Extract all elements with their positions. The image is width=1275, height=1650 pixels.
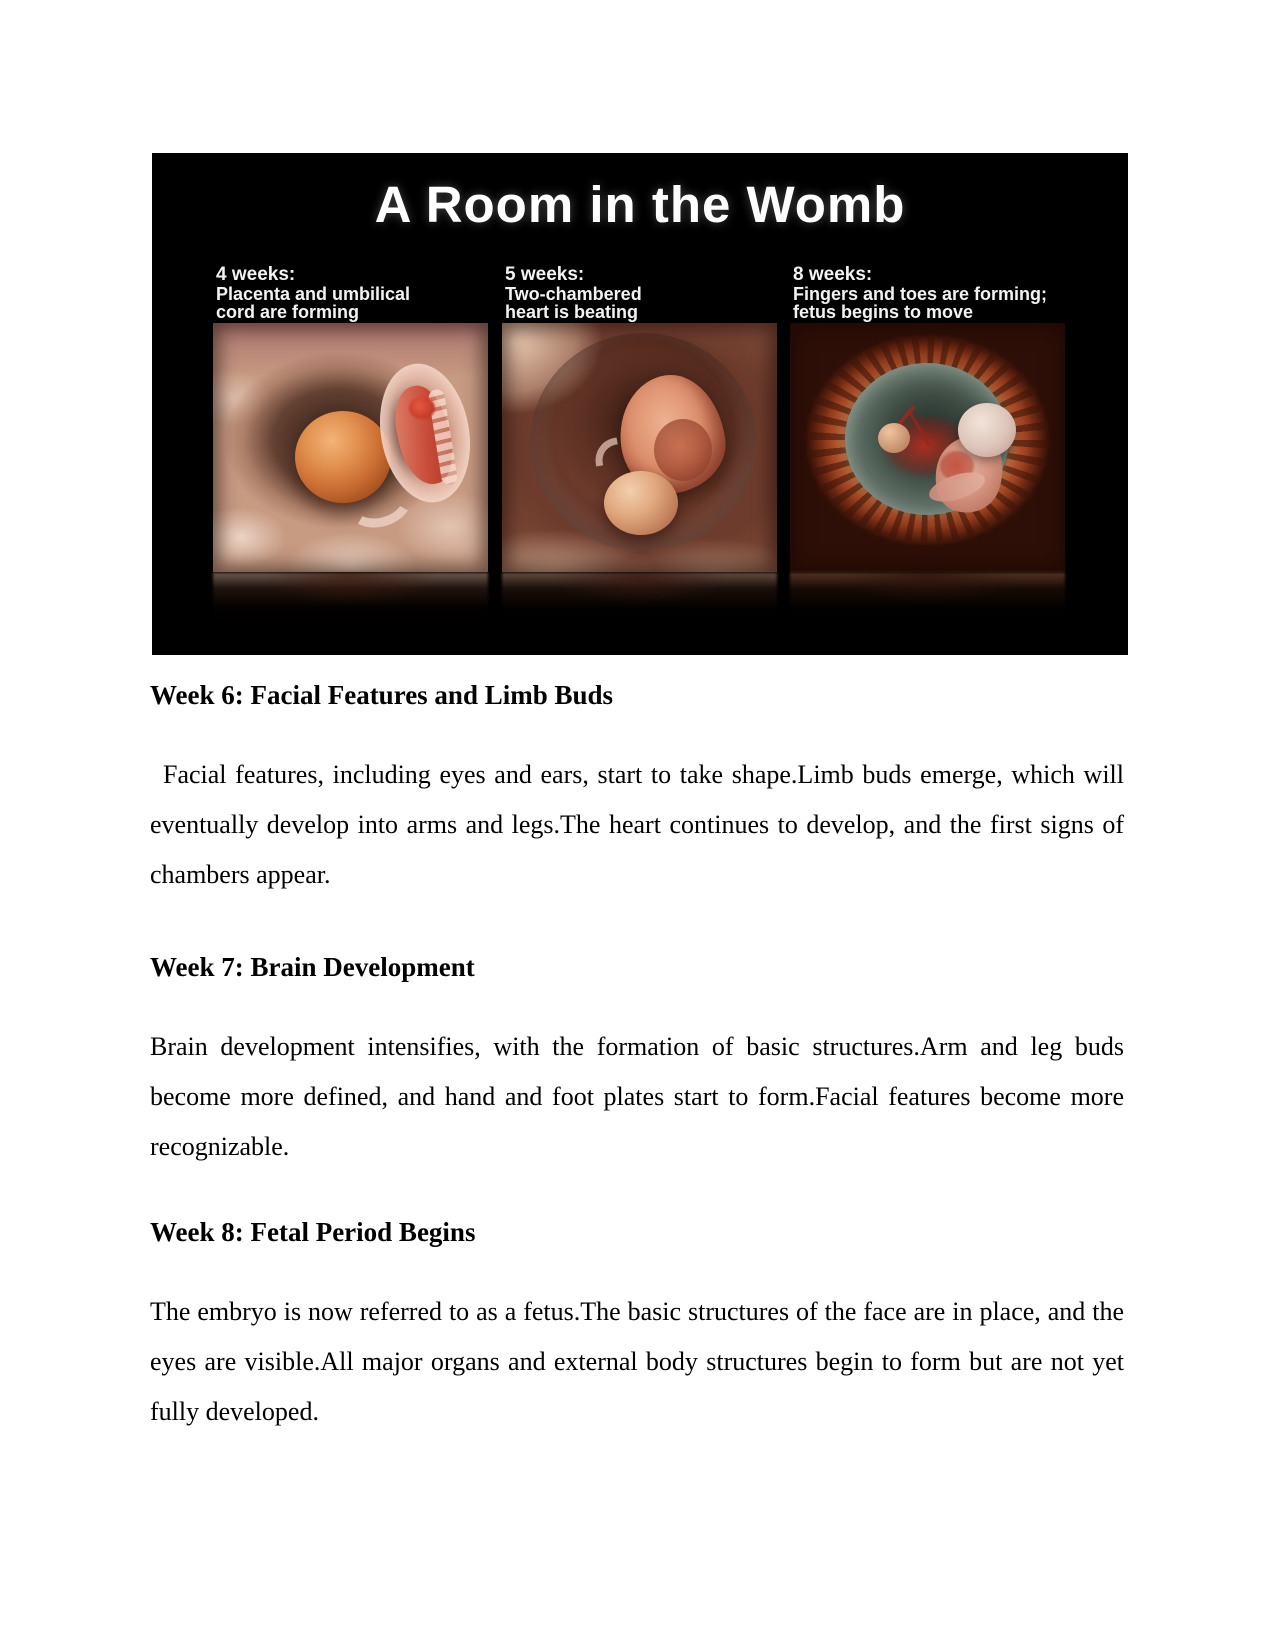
week-label: 8 weeks:	[793, 264, 873, 285]
section-heading-week-8: Week 8: Fetal Period Begins	[150, 1217, 476, 1247]
caption-line: cord are forming	[216, 302, 360, 322]
caption-line: Placenta and umbilical	[216, 284, 411, 304]
section-paragraph-week-6: Facial features, including eyes and ears, start to take shape.Limb buds emerge, which will eventually develop into arms and legs.The heart continues to develop, and the first signs of chambers appear.	[150, 760, 1124, 889]
infographic-title: A Room in the Womb	[374, 176, 906, 233]
caption-line: fetus begins to move	[793, 302, 974, 322]
section-heading-week-7: Week 7: Brain Development	[150, 952, 475, 982]
week-label: 4 weeks:	[216, 264, 296, 285]
caption-line: heart is beating	[505, 302, 639, 322]
document-body	[150, 0, 1124, 1437]
caption-line: Two-chambered	[505, 284, 642, 304]
week-label: 5 weeks:	[505, 264, 585, 285]
section-paragraph-week-8: The embryo is now referred to as a fetus.The basic structures of the face are in place, and the eyes are visible.All major organs and external body structures begin to form but are not yet fully developed.	[150, 1297, 1124, 1426]
section-heading-week-6: Week 6: Facial Features and Limb Buds	[150, 680, 614, 710]
caption-line: Fingers and toes are forming;	[793, 284, 1048, 304]
section-paragraph-week-7: Brain development intensifies, with the formation of basic structures.Arm and leg buds become more defined, and hand and foot plates start to form.Facial features become more recognizable.	[150, 1032, 1124, 1161]
